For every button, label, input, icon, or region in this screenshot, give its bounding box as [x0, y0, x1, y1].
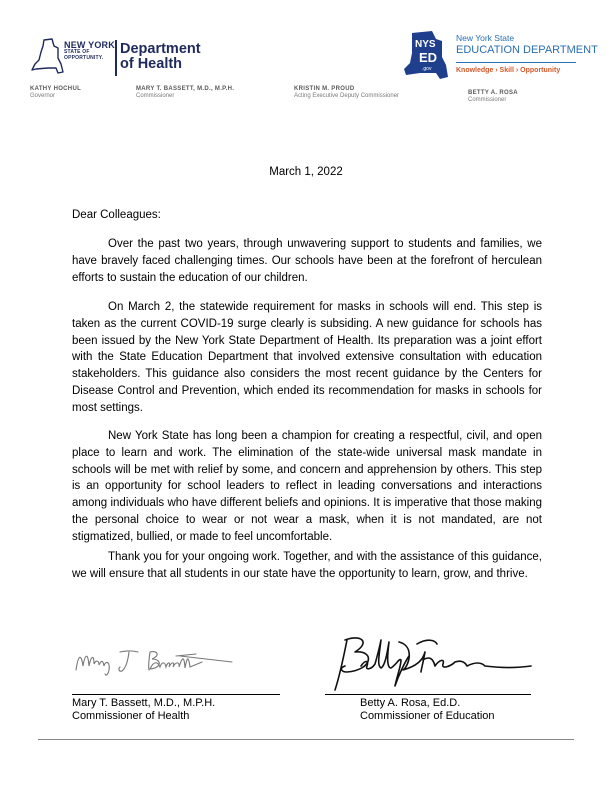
new-york-state-map-icon	[30, 38, 64, 76]
letter-salutation: Dear Colleagues:	[72, 209, 161, 221]
department-of-health-name: Department of Health	[120, 41, 201, 72]
footer-rule	[38, 739, 574, 740]
ny-logo-wordmark	[64, 40, 115, 61]
official-rosa	[468, 89, 518, 104]
nysed-divider	[456, 62, 576, 63]
bassett-signature-image	[72, 640, 242, 682]
official-name: KATHY HOCHUL	[30, 86, 82, 92]
nysed-logo-icon	[402, 29, 450, 81]
official-title: Acting Executive Deputy Commissioner	[294, 93, 400, 99]
signer-title: Commissioner of Education	[360, 710, 495, 722]
letter-paragraph-2: On March 2, the statewide requirement for masks in schools will end. This step is taken as the current COVID-19 surge clearly is subsiding. A new guidance for schools has been issued by the New York State Department of Health. Its preparation was a joint effort with the State Education Department that involved extensive consultation with education stakeholders. This guidance also considers the most recent guidance by the Centers for Disease Control and Prevention, which ended its recommendation for masks in schools for most settings.	[72, 301, 542, 414]
official-hochul	[30, 85, 81, 100]
nysed-line2: EDUCATION DEPARTMENT	[456, 44, 598, 56]
signer-title: Commissioner of Health	[72, 710, 190, 722]
nysed-tagline: Knowledge › Skill › Opportunity	[456, 67, 561, 74]
official-title: Commissioner	[468, 97, 507, 103]
signature-line-bassett	[72, 694, 280, 695]
official-title: Governor	[30, 93, 56, 99]
letter-date: March 1, 2022	[269, 166, 343, 178]
ny-logo-line2: STATE OF	[64, 49, 90, 55]
official-proud	[294, 85, 399, 100]
signer-bassett	[72, 697, 215, 723]
official-bassett	[136, 85, 234, 100]
nysed-mark-top: NYS	[415, 39, 436, 50]
ny-logo-line3: OPPORTUNITY.	[64, 54, 104, 61]
nysed-mark-sub: .gov	[422, 66, 432, 72]
official-title: Commissioner	[136, 93, 175, 99]
official-name: MARY T. BASSETT, M.D., M.P.H.	[136, 86, 235, 92]
signer-name: Mary T. Bassett, M.D., M.P.H.	[72, 697, 216, 709]
signer-rosa	[360, 697, 495, 723]
rosa-signature-image	[305, 630, 535, 698]
letter-paragraph-1: Over the past two years, through unwavering support to students and families, we have bravely faced challenging times. Our schools have been at the forefront of herculean efforts to sustain the education of our children.	[72, 238, 542, 284]
signer-name: Betty A. Rosa, Ed.D.	[360, 697, 461, 709]
official-name: KRISTIN M. PROUD	[294, 86, 355, 92]
letter-paragraph-4: Thank you for your ongoing work. Together, and with the assistance of this guidance, we will ensure that all students in our state have the opportunity to learn, grow, and thrive.	[72, 551, 542, 580]
nysed-line1: New York State	[456, 33, 515, 43]
signature-line-rosa	[325, 694, 531, 695]
logo-divider	[115, 40, 117, 76]
nysed-mark-bottom: ED	[419, 50, 438, 65]
letter-paragraph-3: New York State has long been a champion for creating a respectful, civil, and open place to learn and work. The elimination of the state-wide universal mask mandate in schools will be met with relief by some, and concern and apprehension by others. This step is an opportunity for school leaders to reflect in leading conversations and interactions among individuals who have different beliefs and opinions. It is imperative that those making the personal choice to wear or not wear a mask, when it is not mandated, are not stigmatized, bullied, or made to feel uncomfortable.	[72, 430, 542, 543]
official-name: BETTY A. ROSA	[468, 90, 518, 96]
ny-logo-line1: NEW YORK	[64, 40, 115, 50]
